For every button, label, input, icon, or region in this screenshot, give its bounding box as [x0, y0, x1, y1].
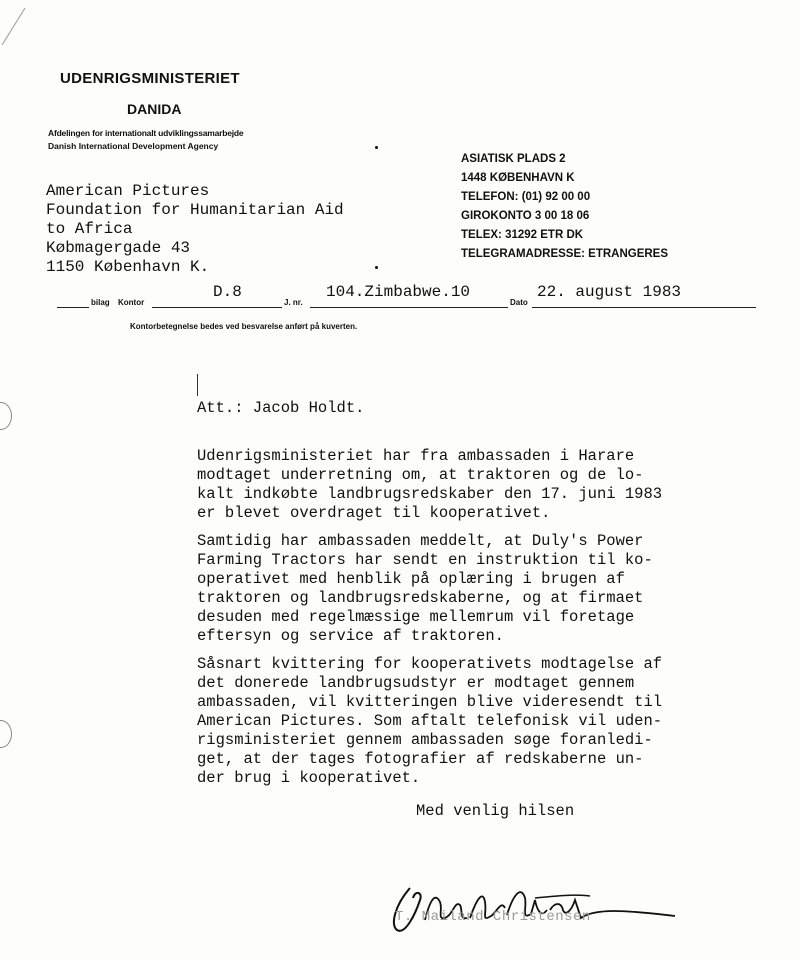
paragraph-line: traktoren og landbrugsredskaberne, og at firmaet — [197, 589, 644, 607]
attention-line: Att.: Jacob Holdt. — [197, 399, 365, 417]
sender-address — [461, 150, 668, 264]
paragraph-line: Farming Tractors har sendt en instruktion til ko- — [197, 551, 653, 569]
fold-dot — [375, 146, 378, 149]
margin-mark — [197, 374, 198, 396]
paragraph-line: American Pictures. Som aftalt telefonisk vil uden- — [197, 712, 663, 730]
paragraph-line: det donerede landbrugsudstyr er modtaget gennem — [197, 674, 635, 692]
corner-fold-mark — [0, 0, 40, 50]
recipient-line: to Africa — [46, 220, 133, 238]
paragraph-line: ambassaden, vil kvitteringen blive videresendt til — [197, 693, 663, 711]
paragraph-line: get, at der tages fotografier af redskaberne un- — [197, 750, 644, 768]
agency-name: DANIDA — [127, 101, 182, 117]
reference-row — [0, 280, 800, 310]
recipient-address — [46, 182, 344, 277]
punch-hole-upper — [0, 402, 12, 430]
dato-line — [532, 307, 756, 308]
paragraph-3 — [197, 655, 662, 788]
address-line: ASIATISK PLADS 2 — [461, 153, 566, 165]
paragraph-line: modtaget underretning om, at traktoren og de lo- — [197, 466, 644, 484]
paragraph-line: eftersyn og service af traktoren. — [197, 627, 504, 645]
closing-greeting: Med venlig hilsen — [416, 802, 575, 820]
phone-line: TELEFON: (01) 92 00 00 — [461, 191, 591, 203]
address-line: 1448 KØBENHAVN K — [461, 172, 575, 184]
paragraph-line: Såsnart kvittering for kooperativets modtagelse af — [197, 655, 663, 673]
paragraph-line: Udenrigsministeriet har fra ambassaden i Harare — [197, 447, 635, 465]
paragraph-line: kalt indkøbte landbrugsredskaber den 17. juni 1983 — [197, 485, 663, 503]
paragraph-line: desuden med regelmæssige mellemrum vil foretage — [197, 608, 635, 626]
recipient-line: American Pictures — [46, 182, 210, 200]
paragraph-1 — [197, 447, 662, 523]
recipient-line: Foundation for Humanitarian Aid — [46, 201, 344, 219]
telex-line: TELEX: 31292 ETR DK — [461, 229, 584, 241]
recipient-line: Købmagergade 43 — [46, 239, 191, 257]
paragraph-line: operativet med henblik på oplæring i brugen af — [197, 570, 625, 588]
paragraph-line: rigsministeriet gennem ambassaden søge foranledi- — [197, 731, 653, 749]
paragraph-line: der brug i kooperativet. — [197, 769, 421, 787]
paragraph-line: er blevet overdraget til kooperativet. — [197, 504, 551, 522]
dato-label: Dato — [510, 298, 528, 307]
kontor-label: Kontor — [118, 298, 145, 307]
dato-value: 22. august 1983 — [537, 283, 682, 301]
kontor-value: D.8 — [213, 283, 242, 301]
agency-subtitle-danish: Afdelingen for internationalt udviklingssamarbejde — [48, 128, 244, 138]
bilag-label: bilag — [91, 298, 110, 307]
signer-name: T. Mailand Christensen — [395, 909, 591, 925]
giro-line: GIROKONTO 3 00 18 06 — [461, 210, 590, 222]
punch-hole-lower — [0, 720, 12, 748]
paragraph-line: Samtidig har ambassaden meddelt, at Duly's Power — [197, 532, 644, 550]
agency-subtitle-english: Danish International Development Agency — [48, 141, 219, 151]
jnr-line — [310, 307, 508, 308]
reference-note: Kontorbetegnelse bedes ved besvarelse anført på kuverten. — [130, 322, 358, 331]
fold-dot — [375, 266, 378, 269]
jnr-label: J. nr. — [284, 298, 303, 307]
kontor-line — [152, 307, 282, 308]
paragraph-2 — [197, 532, 653, 646]
jnr-value: 104.Zimbabwe.10 — [326, 283, 471, 301]
bilag-line — [57, 307, 89, 308]
telegram-line: TELEGRAMADRESSE: ETRANGERES — [461, 248, 669, 260]
recipient-line: 1150 København K. — [46, 258, 210, 276]
ministry-name: UDENRIGSMINISTERIET — [60, 70, 240, 87]
